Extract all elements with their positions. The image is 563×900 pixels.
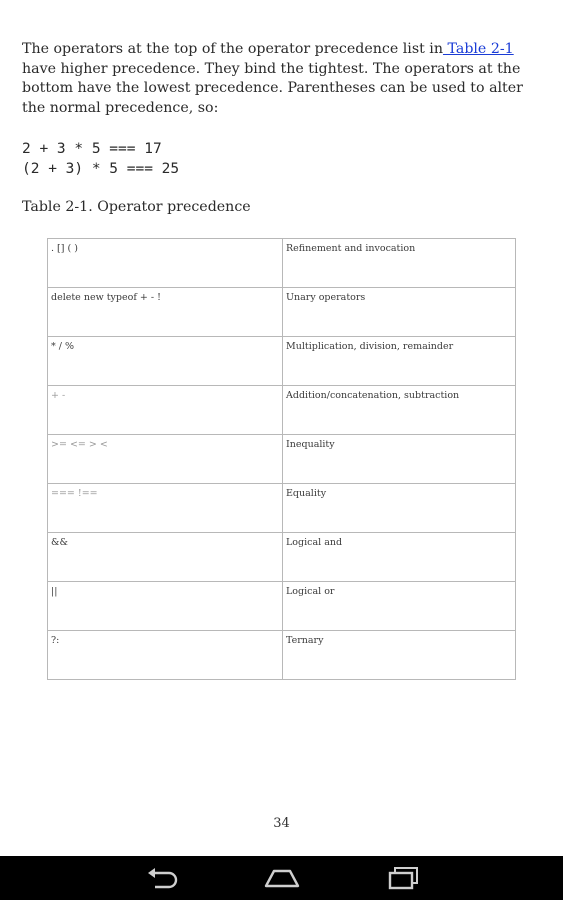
operators-cell: === !== <box>48 484 283 533</box>
code-line-2: (2 + 3) * 5 === 25 <box>22 161 180 177</box>
table-caption: Table 2-1. Operator precedence <box>22 199 251 215</box>
recents-button[interactable] <box>373 856 433 900</box>
operators-cell: && <box>48 533 283 582</box>
description-cell: Refinement and invocation <box>283 239 516 288</box>
table-row <box>48 288 516 337</box>
table-row <box>48 239 516 288</box>
table-row <box>48 386 516 435</box>
operators-cell: delete new typeof + - ! <box>48 288 283 337</box>
description-cell: Equality <box>283 484 516 533</box>
paragraph-text-start: The operators at the top of the operator precedence list in <box>22 41 443 57</box>
android-navigation-bar <box>0 856 563 900</box>
back-button[interactable] <box>132 856 192 900</box>
operator-precedence-table <box>47 238 516 680</box>
paragraph-text-end: have higher precedence. They bind the tightest. The operators at the bottom have the lowest precedence. Parentheses can be used to alter the normal precedence, so: <box>22 60 523 116</box>
description-cell: Addition/concatenation, subtraction <box>283 386 516 435</box>
description-cell: Multiplication, division, remainder <box>283 337 516 386</box>
operators-cell: ?: <box>48 631 283 680</box>
description-cell: Logical and <box>283 533 516 582</box>
table-row <box>48 484 516 533</box>
table-2-1-link[interactable]: Table 2-1 <box>442 41 514 57</box>
operators-cell: * / % <box>48 337 283 386</box>
table-row <box>48 337 516 386</box>
table-row <box>48 631 516 680</box>
table-row <box>48 582 516 631</box>
table-row <box>48 533 516 582</box>
home-icon <box>263 867 301 889</box>
operators-cell: || <box>48 582 283 631</box>
operators-cell: + - <box>48 386 283 435</box>
recents-icon <box>386 866 420 890</box>
operators-cell: >= <= > < <box>48 435 283 484</box>
home-button[interactable] <box>252 856 312 900</box>
description-cell: Logical or <box>283 582 516 631</box>
back-icon <box>145 867 179 889</box>
table-row <box>48 435 516 484</box>
page-number: 34 <box>273 816 290 831</box>
body-paragraph <box>22 40 547 118</box>
description-cell: Inequality <box>283 435 516 484</box>
operators-cell: . [] ( ) <box>48 239 283 288</box>
description-cell: Ternary <box>283 631 516 680</box>
code-line-1: 2 + 3 * 5 === 17 <box>22 141 162 157</box>
description-cell: Unary operators <box>283 288 516 337</box>
